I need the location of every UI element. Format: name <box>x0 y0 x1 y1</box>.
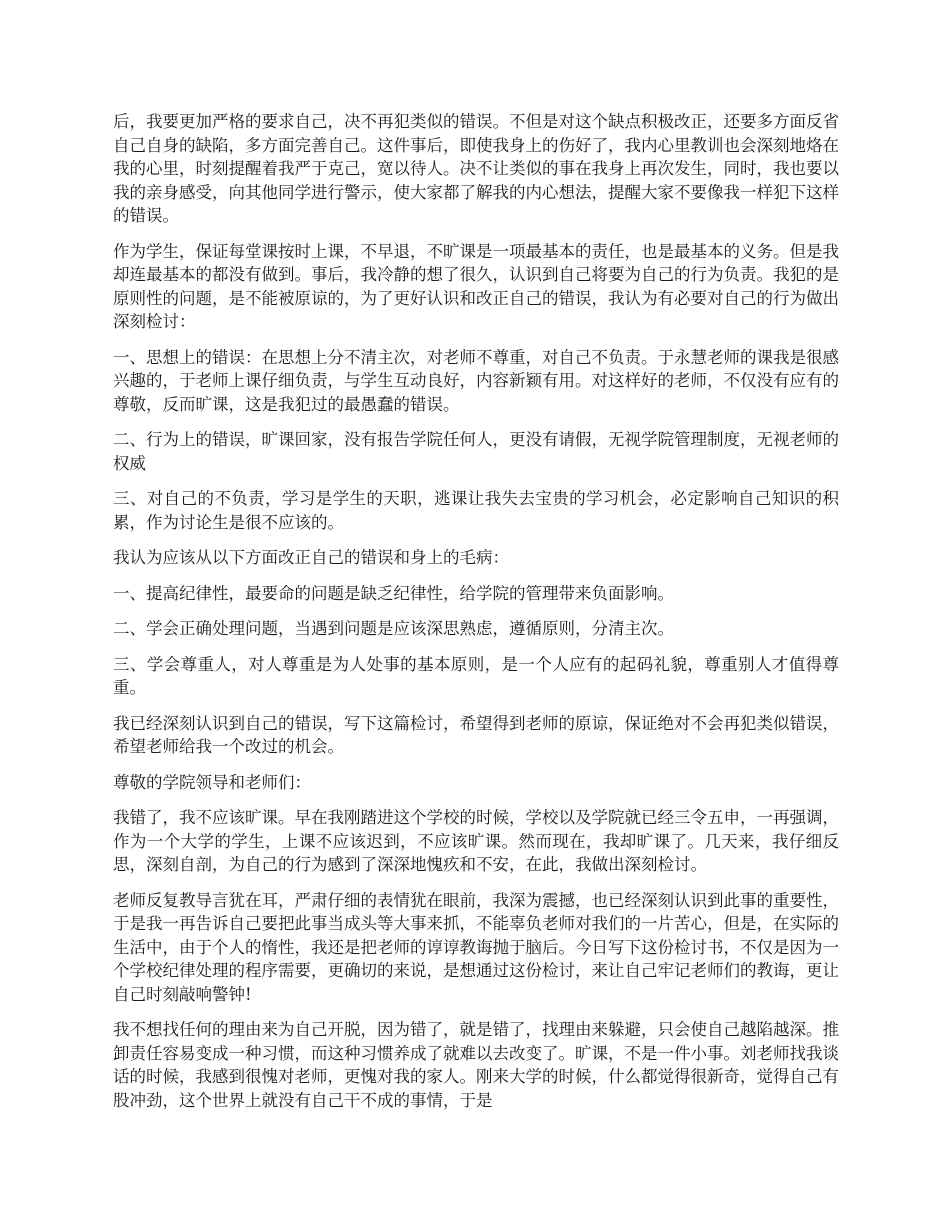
paragraph: 我认为应该从以下方面改正自己的错误和身上的毛病： <box>113 548 509 567</box>
paragraph: 三、对自己的不负责，学习是学生的天职，逃课让我失去宝贵的学习机会，必定影响自己知识的积累，作为讨论生是很不应该的。 <box>113 489 839 532</box>
paragraph: 三、学会尊重人，对人尊重是为人处事的基本原则，是一个人应有的起码礼貌，尊重别人才值得尊重。 <box>113 654 839 697</box>
paragraph: 一、思想上的错误：在思想上分不清主次，对老师不尊重，对自己不负责。于永慧老师的课我是很感兴趣的，于老师上课仔细负责，与学生互动良好，内容新颖有用。对这样好的老师，不仅没有应有的尊敬，反而旷课，这是我犯过的最愚蠢的错误。 <box>113 347 839 414</box>
paragraph: 后，我要更加严格的要求自己，决不再犯类似的错误。不但是对这个缺点积极改正，还要多方面反省自己自身的缺陷，多方面完善自己。这件事后，即使我身上的伤好了，我内心里教训也会深刻地烙在我的心里，时刻提醒着我严于克己，宽以待人。决不让类似的事在我身上再次发生，同时，我也要以我的亲身感受，向其他同学进行警示，使大家都了解我的内心想法，提醒大家不要像我一样犯下这样的错误。 <box>113 112 839 225</box>
salutation: 尊敬的学院领导和老师们： <box>113 772 311 792</box>
paragraph: 二、行为上的错误，旷课回家，没有报告学院任何人，更没有请假，无视学院管理制度，无视老师的权威 <box>113 430 839 473</box>
paragraph: 作为学生，保证每堂课按时上课，不早退，不旷课是一项最基本的责任，也是最基本的义务。但是我却连最基本的都没有做到。事后，我冷静的想了很久，认识到自己将要为自己的行为负责。我犯的是原则性的问题，是不能被原谅的，为了更好认识和改正自己的错误，我认为有必要对自己的行为做出深刻检讨： <box>113 241 839 331</box>
paragraph: 老师反复教导言犹在耳，严肃仔细的表情犹在眼前，我深为震撼，也已经深刻认识到此事的重要性，于是我一再告诉自己要把此事当成头等大事来抓，不能辜负老师对我们的一片苦心，但是，在实际的生活中，由于个人的惰性，我还是把老师的谆谆教诲抛于脑后。今日写下这份检讨书，不仅是因为一个学校纪律处理的程序需要，更确切的来说，是想通过这份检讨，来让自己牢记老师们的教诲，更让自己时刻敲响警钟! <box>113 890 839 1004</box>
paragraph: 我不想找任何的理由来为自己开脱，因为错了，就是错了，找理由来躲避，只会使自己越陷越深。推卸责任容易变成一种习惯，而这种习惯养成了就难以去改变了。旷课，不是一件小事。刘老师找我谈话的时候，我感到很愧对老师，更愧对我的家人。刚来大学的时候，什么都觉得很新奇，觉得自己有股冲劲，这个世界上就没有自己干不成的事情，于是 <box>113 1020 839 1110</box>
paragraph: 二、学会正确处理问题，当遇到问题是应该深思熟虑，遵循原则，分清主次。 <box>113 619 674 638</box>
paragraph: 一、提高纪律性，最要命的问题是缺乏纪律性，给学院的管理带来负面影响。 <box>113 583 674 603</box>
paragraph: 我错了，我不应该旷课。早在我刚踏进这个学校的时候，学校以及学院就已经三令五申，一再强调，作为一个大学的学生，上课不应该迟到，不应该旷课。然而现在，我却旷课了。几天来，我仔细反思，深刻自剖，为自己的行为感到了深深地愧疚和不安，在此，我做出深刻检讨。 <box>113 808 839 874</box>
document-body <box>113 110 839 1124</box>
paragraph: 我已经深刻认识到自己的错误，写下这篇检讨，希望得到老师的原谅，保证绝对不会再犯类似错误，希望老师给我一个改过的机会。 <box>113 713 839 756</box>
